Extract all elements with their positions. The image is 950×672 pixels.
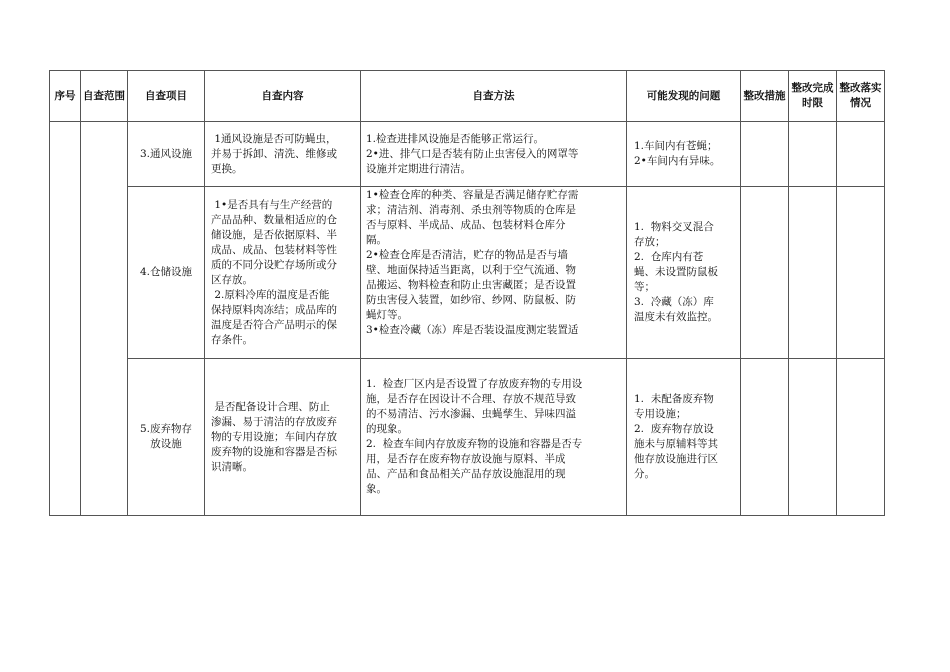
content-cell: 是否配备设计合理、防止 渗漏、易于清洁的存放废弃 物的专用设施；车间内存放 废弃物的设施和容器是否标 识清晰。 [205,359,361,516]
item-cell: 5.废弃物存 放设施 [128,359,205,516]
table-row [50,359,885,516]
header-item: 自查项目 [128,71,205,122]
header-seq: 序号 [50,71,81,122]
item-cell: 3.通风设施 [128,122,205,187]
header-scope: 自查范围 [81,71,128,122]
content-cell: 1•是否具有与生产经营的 产品品种、数量相适应的仓 储设施，是否依据原料、半 成品、成品、包装材料等性 质的不同分设贮存场所或分 区存放。 2.原料冷库的温度是否能 保持原料肉冻结；成品库的 温度是否符合产品明示的保 存条件。 [205,187,361,359]
measure-cell [741,122,789,187]
header-status: 整改落实情况 [837,71,885,122]
item-cell: 4.仓储设施 [128,187,205,359]
method-cell: 1•检查仓库的种类、容量是否满足储存贮存需 求；清洁剂、消毒剂、杀虫剂等物质的仓库是 否与原料、半成品、成品、包装材料仓库分 隔。 2•检查仓库是否清洁，贮存的物品是否与墙 壁、地面保持适当距离，以利于空气流通、物 品搬运、物料检查和防止虫害藏匿；是否设置 防虫害侵入装置，如纱帘、纱网、防鼠板、防 蝇灯等。 3•检查冷藏（冻）库是否装设温度测定装置适 [361,187,627,359]
problem-cell: 1. 未配备废弃物 专用设施； 2. 废弃物存放设 施未与原辅料等其 他存放设施进行区 分。 [627,359,741,516]
status-cell [837,359,885,516]
status-cell [837,122,885,187]
measure-cell [741,187,789,359]
measure-cell [741,359,789,516]
seq-cell [50,122,81,516]
problem-cell: 1. 物料交叉混合 存放； 2. 仓库内有苍 蝇、未设置防鼠板 等； 3. 冷藏（冻）库 温度未有效监控。 [627,187,741,359]
header-measure: 整改措施 [741,71,789,122]
header-method: 自查方法 [361,71,627,122]
content-cell: 1通风设施是否可防蝇虫， 并易于拆卸、清洗、维修或 更换。 [205,122,361,187]
table-row [50,122,885,187]
deadline-cell [789,359,837,516]
header-problem: 可能发现的问题 [627,71,741,122]
table-row [50,187,885,359]
header-deadline: 整改完成时限 [789,71,837,122]
self-inspection-table [49,70,885,516]
problem-cell: 1.车间内有苍蝇； 2•车间内有异味。 [627,122,741,187]
deadline-cell [789,122,837,187]
status-cell [837,187,885,359]
method-cell: 1. 检查厂区内是否设置了存放废弃物的专用设 施，是否存在因设计不合理、存放不规范导致 的不易清洁、污水渗漏、虫蝇孳生、异味四溢 的现象。 2. 检查车间内存放废弃物的设施和容器是否专 用，是否存在废弃物存放设施与原料、半成 品、产品和食品相关产品存放设施混用的现 象。 [361,359,627,516]
deadline-cell [789,187,837,359]
header-content: 自查内容 [205,71,361,122]
scope-cell [81,122,128,516]
header-row [50,71,885,122]
method-cell: 1.检查进排风设施是否能够正常运行。 2•进、排气口是否装有防止虫害侵入的网罩等 设施并定期进行清洁。 [361,122,627,187]
